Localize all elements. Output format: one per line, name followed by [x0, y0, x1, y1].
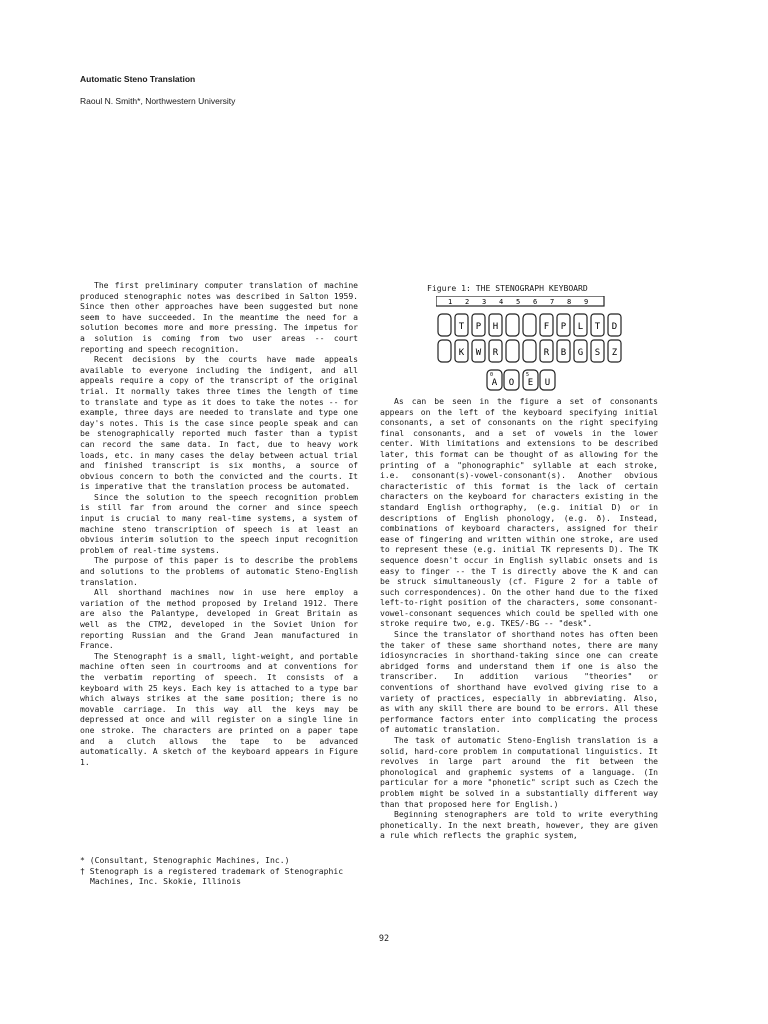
key-letter: F: [543, 322, 550, 332]
key-letter: T: [458, 322, 465, 332]
body-paragraph: The task of automatic Steno-English translation is a solid, hard-core problem in computational linguistics. It revolves in large part around the fit between the phonological and graphemic systems of a language. (In particular for a more "phonetic" script such as Czech the problem might be solved in a substantially different way than that proposed here for English.): [380, 735, 658, 809]
key-letter: O: [508, 378, 515, 388]
key-letter: K: [458, 348, 465, 358]
right-column: [380, 396, 658, 841]
number-key-label: 7: [550, 298, 555, 306]
footnote-continuation: Machines, Inc. Skokie, Illinois: [90, 876, 242, 887]
top-consonant-row: [438, 314, 621, 336]
number-key-label: 2: [465, 298, 470, 306]
body-paragraph: Beginning stenographers are told to write everything phonetically. In the next breath, however, they are given a rule which reflects the graphic system,: [380, 809, 658, 841]
footnotes: [80, 855, 370, 887]
key-letter: A: [491, 378, 498, 388]
steno-key: [438, 314, 451, 336]
key-letter: B: [560, 348, 567, 358]
number-key-label: 1: [448, 298, 453, 306]
footnote: † Stenograph is a registered trademark of Stenographic: [80, 865, 344, 876]
body-paragraph: The purpose of this paper is to describe the problems and solutions to the problems of automatic Steno-English translation.: [80, 555, 358, 587]
key-letter: Z: [611, 348, 618, 358]
key-letter: L: [577, 322, 584, 332]
body-paragraph: The Stenograph† is a small, light-weight, and portable machine often seen in courtrooms and at conventions for the verbatim reporting of speech. It consists of a keyboard with 25 keys. Each key is attached to a type bar which always strikes at the same position; there is no movable carriage. In this way all the keys may be depressed at once and will register on a single line in one stroke. The characters are printed on a paper tape and a clutch allows the tape to be advanced automatically. A sketch of the keyboard appears in Figure 1.: [80, 650, 358, 767]
page-number: 92: [378, 934, 390, 944]
body-paragraph: All shorthand machines now in use here employ a variation of the method proposed by Ireland 1912. There are also the Palantype, developed in Great Britain as well as the CTM2, developed in the Soviet Union for reporting Russian and the Grand Jean manufactured in France.: [80, 587, 358, 651]
key-letter: T: [594, 322, 601, 332]
steno-key: [506, 340, 519, 362]
key-letter: E: [527, 378, 534, 388]
key-letter: D: [611, 322, 618, 332]
key-letter: R: [543, 348, 550, 358]
left-column: [80, 280, 358, 767]
body-paragraph: Since the translator of shorthand notes has often been the taker of these same shorthand notes, there are many idiosyncracies in shorthand-taking since one can create abridged forms and understand them if one is also the transcriber. In addition various "theories" or conventions of shorthand have evolved giving rise to a variety of practices, especially in abbreviating. Also, as with any skill there are bound to be errors. All these performance factors enter into complicating the process of automatic translation.: [380, 629, 658, 735]
key-letter: P: [475, 322, 482, 332]
bottom-consonant-row: [438, 340, 621, 362]
number-key-label: 5: [516, 298, 521, 306]
steno-key: [506, 314, 519, 336]
figure-caption: Figure 1: THE STENOGRAPH KEYBOARD: [427, 283, 588, 293]
key-superscript: 0: [490, 372, 494, 378]
number-key-label: 4: [499, 298, 504, 306]
paper-author: Raoul N. Smith*, Northwestern University: [80, 96, 236, 106]
steno-key: [523, 314, 536, 336]
number-key-label: 6: [533, 298, 538, 306]
number-key-label: 9: [584, 298, 589, 306]
footnote: * (Consultant, Stenographic Machines, Inc.): [80, 855, 290, 865]
key-letter: H: [492, 322, 499, 332]
key-superscript: 5: [526, 372, 530, 378]
key-letter: U: [544, 378, 551, 388]
body-paragraph: As can be seen in the figure a set of consonants appears on the left of the keyboard specifying initial consonants, a set of consonants on the right specifying final consonants, and a set of vowels in the lower center. With limitations and extensions to be described later, this format can be thought of as allowing for the printing of a "phonographic" syllable at each stroke, i.e. consonant(s)-vowel-consonant(s). Another obvious characteristic of this format is the lack of certain characters on the keyboard for characters existing in the standard English orthography, (e.g. initial D) or in descriptions of English phonology, (e.g. ð). Instead, combinations of keyboard characters, assigned for their ease of fingering and written within one stroke, are used to represent these (e.g. initial TK represents D). The TK sequence doesn't occur in English syllabic onsets and is easy to finger -- the T is directly above the K and can be struck simultaneously (cf. Figure 2 for a table of such correspondences). On the other hand due to the fixed left-to-right position of the characters, some consonant-vowel-consonant sequences which could be spelled with one stroke require two, e.g. TKES/-BG -- "desk".: [380, 396, 658, 629]
steno-key: [523, 340, 536, 362]
steno-key: [438, 340, 451, 362]
key-letter: G: [577, 348, 584, 358]
number-key-label: 3: [482, 298, 487, 306]
body-paragraph: Recent decisions by the courts have made appeals available to everyone including the indigent, and all appeals require a copy of the transcript of the original trial. It normally takes three times the length of time to translate and type as it does to take the notes -- for example, three days are needed to translate and type one day's notes. This is the case since people speak and can be stenographically reported much faster than a typist can record the same data. In fact, due to heavy work loads, etc. in many cases the delay between actual trial and finished transcript is six months, a source of obvious concern to both the convicted and the courts. It is imperative that the translation process be automated.: [80, 354, 358, 492]
key-letter: W: [475, 348, 482, 358]
paper-header: [80, 74, 480, 106]
key-letter: P: [560, 322, 567, 332]
body-paragraph: The first preliminary computer translation of machine produced stenographic notes was described in Salton 1959. Since then other approaches have been suggested but none seem to have succeeded. In the meantime the need for a solution becomes more and more pressing. The impetus for a solution is coming from two user areas -- court reporting and speech recognition.: [80, 280, 358, 354]
stenograph-keyboard-figure: [436, 296, 626, 396]
body-paragraph: Since the solution to the speech recognition problem is still far from around the corner and since speech input is crucial to many real-time systems, a system of machine steno transcription of speech is at least an obvious interim solution to the speech input recognition problem of real-time systems.: [80, 491, 358, 555]
key-letter: S: [594, 348, 601, 358]
number-key-label: 8: [567, 298, 572, 306]
paper-title: Automatic Steno Translation: [80, 74, 196, 84]
key-letter: R: [492, 348, 499, 358]
vowel-row: [487, 370, 555, 390]
